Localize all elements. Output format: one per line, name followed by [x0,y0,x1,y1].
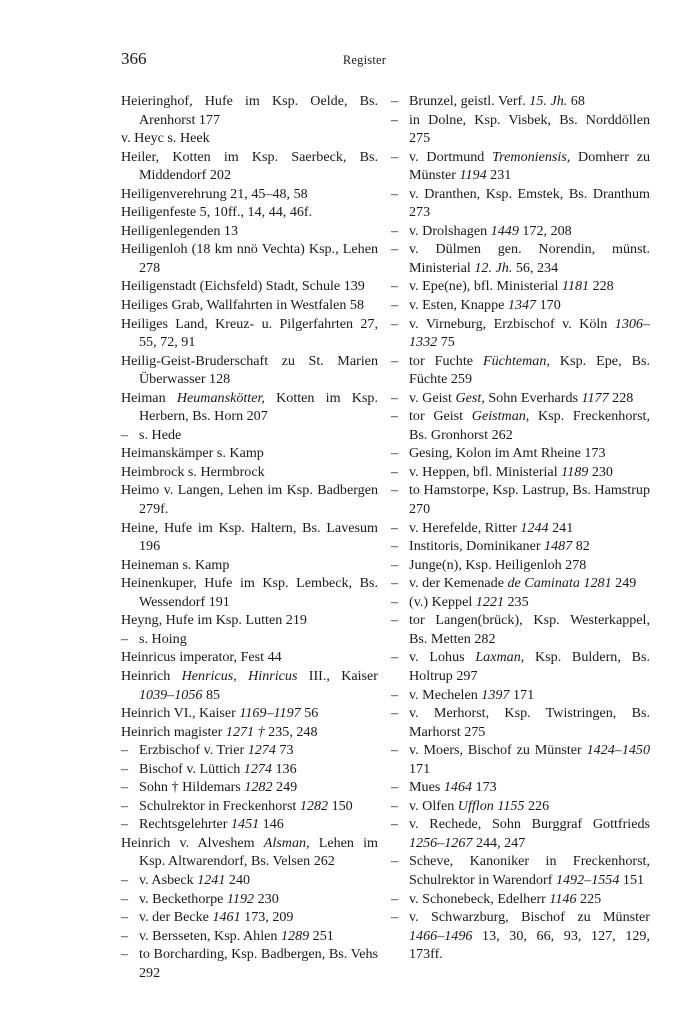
entry-text: v. der Kemenade [409,575,508,592]
index-entry [121,556,378,575]
index-subentry [391,444,650,463]
italic-text: de Caminata 1281 [507,575,612,592]
italic-text: 1424–1450 [586,742,650,759]
index-subentry [391,648,650,685]
entry-text: 235, 248 [264,723,318,740]
entry-text: to Borcharding, Ksp. Badbergen, Bs. Vehs 292 [139,946,378,981]
continuation-dash: – [121,742,129,759]
italic-text: 1274 [243,760,272,777]
entry-text: 56 [300,705,319,722]
page-header [121,49,608,73]
entry-text: Institoris, Dominikaner [409,538,545,555]
entry-text: Heine, Hufe im Ksp. Haltern, Bs. Lavesum 196 [121,519,378,555]
continuation-dash: – [121,871,129,888]
index-entry [121,148,378,185]
index-subentry [391,611,650,648]
entry-text: v. Epe(ne), bfl. Ministerial [409,278,562,295]
continuation-dash: – [121,946,129,963]
entry-text: Domherr zu Münster [409,148,650,184]
index-subentry [121,797,378,816]
index-subentry [391,315,650,352]
entry-text: 75 [437,334,455,351]
continuation-dash: – [391,315,399,332]
index-subentry [121,426,378,445]
entry-text: Heiliges Land, Kreuz- u. Pilgerfahrten 27, 55, 72, 91 [121,315,378,351]
entry-text: 136 [271,760,297,777]
index-subentry [121,871,378,890]
index-subentry [391,148,650,185]
index-subentry [391,463,650,482]
entry-text: 225 [576,890,602,907]
entry-text: v. Dortmund [409,148,493,165]
entry-text: Gesing, Kolon im Amt Rheine 173 [409,445,606,462]
continuation-dash: – [391,185,399,202]
entry-text: Heimo v. Langen, Lehen im Ksp. Badbergen 279f. [121,482,378,518]
italic-text: 1397 [481,686,510,703]
entry-text: 244, 247 [472,834,526,851]
italic-text: 1244 [520,519,549,536]
index-subentry [121,890,378,909]
italic-text: 1039–1056 [139,686,203,703]
continuation-dash: – [391,352,399,369]
entry-text: 173 [472,779,497,796]
index-subentry [121,927,378,946]
index-subentry [391,815,650,852]
entry-text: s. Hoing [139,630,187,647]
italic-text: 1177 [581,389,609,406]
entry-text: 230 [254,890,279,907]
index-subentry [391,111,650,148]
index-entry [121,648,378,667]
continuation-dash: – [391,705,399,722]
entry-text: Kotten im Ksp. Herbern, Bs. Horn 207 [139,389,378,425]
entry-text: 68 [567,93,585,109]
italic-text: Heumanskötter, [176,389,265,406]
entry-text: 231 [486,167,512,184]
entry-text: 150 [328,797,353,814]
index-subentry [391,537,650,556]
entry-text: 235 [503,593,529,610]
italic-text: 1289 [280,927,310,944]
italic-text: Ufflon 1155 [457,797,525,814]
continuation-dash: – [391,853,399,870]
index-subentry [121,741,378,760]
entry-text: 172, 208 [518,222,572,239]
entry-text: v. Schonebeck, Edelherr [409,890,550,907]
index-subentry [391,519,650,538]
entry-text: v. Schwarzburg, Bischof zu Münster [409,909,650,926]
index-subentry [391,407,650,444]
index-entry [121,222,378,241]
index-entry [121,834,378,871]
entry-text: 228 [608,389,634,406]
entry-text: Sohn Everhards [484,389,582,406]
italic-text: 1221 [475,593,504,610]
entry-text: Erzbischof v. Trier [139,742,248,759]
index-entry [121,296,378,315]
entry-text: to Hamstorpe, Ksp. Lastrup, Bs. Hamstrup 270 [409,482,650,518]
italic-text: 1464 [443,779,473,796]
continuation-dash: – [391,612,399,629]
entry-text: 230 [588,463,613,480]
index-subentry [121,760,378,779]
italic-text: 1274 [247,742,276,759]
entry-text: 251 [309,927,334,944]
continuation-dash: – [391,797,399,814]
entry-text: Ksp. Buldern, Bs. Holtrup 297 [409,649,650,684]
italic-text: 15. Jh. [529,93,568,109]
entry-text: v. Virneburg, Erzbischof v. Köln [409,315,615,332]
entry-text: v. Herefelde, Ritter [409,519,521,536]
index-subentry [121,908,378,927]
continuation-dash: – [121,426,129,443]
continuation-dash: – [391,278,399,295]
entry-text: v. Heyc s. Heek [121,130,210,147]
index-subentry [391,778,650,797]
entry-text: Ksp. Freckenhorst, Bs. Gronhorst 262 [409,408,650,443]
index-subentry [121,778,378,797]
continuation-dash: – [391,482,399,499]
continuation-dash: – [391,463,399,480]
continuation-dash: – [121,779,129,796]
entry-text: v. Dülmen gen. Norendin, münst. Ministerial [409,241,650,276]
entry-text: 151 [619,871,645,888]
index-entry [121,444,378,463]
entry-text: Heinrich v. Alveshem [121,834,264,851]
continuation-dash: – [391,556,399,573]
italic-text: Gest, [455,389,485,406]
continuation-dash: – [121,760,129,777]
entry-text: 173, 209 [240,909,294,926]
entry-text: 82 [572,538,590,555]
entry-text: Lehen im Ksp. Altwarendorf, Bs. Velsen 262 [139,834,379,870]
index-entry [121,185,378,204]
italic-text: 1181 [561,278,590,295]
entry-text: v. der Becke [139,909,213,926]
entry-text: tor Geist [409,408,472,425]
index-subentry [391,890,650,909]
italic-text: 1192 [226,890,255,907]
entry-text: Heinricus imperator, Fest 44 [121,649,282,666]
index-entry [121,481,378,518]
entry-text: Heinenkuper, Hufe im Ksp. Lembeck, Bs. Wessendorf 191 [121,575,378,610]
index-entry [121,352,378,389]
italic-text: Laxman, [475,649,525,666]
entry-text: v. Geist [409,389,456,406]
index-entry [121,92,378,129]
running-head: Register [342,53,387,67]
entry-text: Heinrich [121,667,182,684]
entry-text: in Dolne, Ksp. Visbek, Bs. Norddöllen 275 [409,111,650,147]
index-subentry [391,593,650,612]
entry-text: Heiliges Grab, Wallfahrten in Westfalen 58 [121,297,364,314]
index-subentry [391,240,650,277]
continuation-dash: – [121,816,129,833]
entry-text: III., Kaiser [297,667,378,684]
entry-text: Heiligenfeste 5, 10ff., 14, 44, 46f. [121,204,313,221]
italic-text: 12. Jh. [474,259,513,276]
index-column-right [391,92,650,964]
italic-text: Tremoniensis, [492,148,571,165]
entry-text: 228 [589,278,614,295]
entry-text: v. Beckethorpe [139,890,227,907]
italic-text: Füchteman, [483,352,550,369]
continuation-dash: – [391,816,399,833]
index-subentry [391,185,650,222]
italic-text: 1169–1197 [239,705,301,722]
entry-text: Heiligenloh (18 km nnö Vechta) Ksp., Lehen 278 [121,241,378,276]
italic-text: 1282 [299,797,329,814]
index-subentry [121,630,378,649]
index-subentry [391,574,650,593]
page-number: 366 [121,49,147,68]
index-subentry [391,704,650,741]
index-subentry [391,296,650,315]
entry-text: v. Dranthen, Ksp. Emstek, Bs. Dranthum 273 [409,185,650,221]
entry-text: v. Rechede, Sohn Burggraf Gottfrieds [409,816,650,833]
continuation-dash: – [391,649,399,666]
continuation-dash: – [391,148,399,165]
continuation-dash: – [391,890,399,907]
index-subentry [391,389,650,408]
italic-text: 1466–1496 [409,927,473,944]
italic-text: 1282 [244,779,273,796]
italic-text: 1492–1554 [555,871,620,888]
index-column-left [121,92,378,982]
index-entry [121,315,378,352]
continuation-dash: – [121,797,129,814]
entry-text: 56, 234 [512,259,559,276]
italic-text: 1194 [459,167,487,184]
index-subentry [391,277,650,296]
italic-text: 1306–1332 [409,315,650,351]
entry-text: Heiman [121,389,177,406]
index-subentry [391,797,650,816]
continuation-dash: – [391,686,399,703]
entry-text: v. Moers, Bischof zu Münster [409,742,587,759]
entry-text: v. Drolshagen [409,222,491,239]
index-subentry [391,852,650,889]
index-entry [121,519,378,556]
italic-text: 1451 [230,816,260,833]
entry-text: Heiligenverehrung 21, 45–48, 58 [121,185,308,202]
italic-text: 1241 [197,871,226,888]
entry-text: Heimanskämper s. Kamp [121,445,264,462]
continuation-dash: – [121,927,129,944]
continuation-dash: – [391,593,399,610]
index-entry [121,277,378,296]
entry-text: v. Esten, Knappe [409,297,508,314]
entry-text: v. Asbeck [139,871,198,888]
entry-text: Heiligenstadt (Eichsfeld) Stadt, Schule 139 [121,278,365,295]
index-subentry [391,352,650,389]
entry-text: 249 [272,779,298,796]
index-subentry [391,481,650,518]
entry-text: Heinrich magister [121,723,226,740]
entry-text: 240 [225,871,251,888]
italic-text: 1461 [212,909,241,926]
entry-text: Scheve, Kanoniker in Freckenhorst, Schulrektor in Warendorf [409,853,650,888]
continuation-dash: – [391,445,399,462]
italic-text: 1347 [507,297,537,314]
entry-text: Bischof v. Lüttich [139,760,244,777]
entry-text: tor Fuchte [409,352,483,369]
entry-text: tor Langen(brück), Ksp. Westerkappel, Bs. Metten 282 [409,612,650,647]
continuation-dash: – [391,408,399,425]
entry-text: Sohn † Hildemars [139,779,245,796]
index-entry [121,667,378,704]
continuation-dash: – [391,519,399,536]
entry-text: (v.) Keppel [409,593,476,610]
entry-text: 171 [409,760,431,777]
italic-text: 1256–1267 [409,834,473,851]
index-subentry [121,945,378,982]
entry-text: Ksp. Epe, Bs. Füchte 259 [409,352,650,388]
italic-text: 1189 [561,463,589,480]
entry-text: 170 [536,297,561,314]
continuation-dash: – [121,909,129,926]
continuation-dash: – [391,575,399,592]
index-entry [121,129,378,148]
entry-text: 85 [202,686,221,703]
index-entry [121,203,378,222]
italic-text: 1146 [549,890,577,907]
entry-text: v. Heppen, bfl. Ministerial [409,463,562,480]
entry-text: 73 [275,742,294,759]
continuation-dash: – [391,222,399,239]
entry-text: Schulrektor in Freckenhorst [139,797,300,814]
entry-text: v. Merhorst, Ksp. Twistringen, Bs. Marhorst 275 [409,705,650,740]
entry-text: 13, 30, 66, 93, 127, 129, 173ff. [409,927,650,963]
continuation-dash: – [391,241,399,258]
entry-text: Mues [409,779,444,796]
entry-text: 146 [259,816,284,833]
index-subentry [391,908,650,964]
index-entry [121,389,378,426]
italic-text: 1449 [490,222,519,239]
entry-text: s. Hede [139,426,182,443]
entry-text: Heieringhof, Hufe im Ksp. Oelde, Bs. Arenhorst 177 [121,93,378,128]
index-subentry [121,815,378,834]
continuation-dash: – [391,389,399,406]
entry-text: Heiligenlegenden 13 [121,222,239,239]
continuation-dash: – [391,909,399,926]
italic-text: Alsman, [263,834,310,851]
entry-text: Junge(n), Ksp. Heiligenloh 278 [409,556,587,573]
continuation-dash: – [391,297,399,314]
entry-text: Heinrich VI., Kaiser [121,705,240,722]
entry-text: 171 [509,686,535,703]
continuation-dash: – [391,111,399,128]
continuation-dash: – [391,742,399,759]
index-subentry [391,686,650,705]
entry-text: Rechtsgelehrter [139,816,231,833]
italic-text: 1271 † [225,723,265,740]
entry-text: 249 [611,575,637,592]
entry-text: Heineman s. Kamp [121,556,230,573]
index-entry [121,704,378,723]
index-subentry [391,556,650,575]
entry-text: Heyng, Hufe im Ksp. Lutten 219 [121,612,307,629]
index-entry [121,611,378,630]
continuation-dash: – [391,779,399,796]
index-subentry [391,222,650,241]
entry-text: v. Lohus [409,649,476,666]
continuation-dash: – [121,630,129,647]
index-entry [121,463,378,482]
italic-text: 1487 [544,538,573,555]
entry-text: v. Bersseten, Ksp. Ahlen [139,927,281,944]
entry-text: Heilig-Geist-Bruderschaft zu St. Marien Überwasser 128 [121,352,378,388]
continuation-dash: – [391,93,399,109]
index-subentry [391,741,650,778]
continuation-dash: – [121,890,129,907]
entry-text: Heiler, Kotten im Ksp. Saerbeck, Bs. Middendorf 202 [121,148,378,184]
entry-text: Brunzel, geistl. Verf. [409,93,530,109]
entry-text: 226 [524,797,550,814]
index-entry [121,723,378,742]
italic-text: Henricus, Hinricus [181,667,298,684]
index-subentry [391,92,650,111]
entry-text: Heimbrock s. Hermbrock [121,463,265,480]
italic-text: Geistman, [471,408,530,425]
entry-text: v. Mechelen [409,686,482,703]
index-entry [121,574,378,611]
continuation-dash: – [391,538,399,555]
entry-text: v. Olfen [409,797,458,814]
entry-text: 241 [548,519,574,536]
index-entry [121,240,378,277]
